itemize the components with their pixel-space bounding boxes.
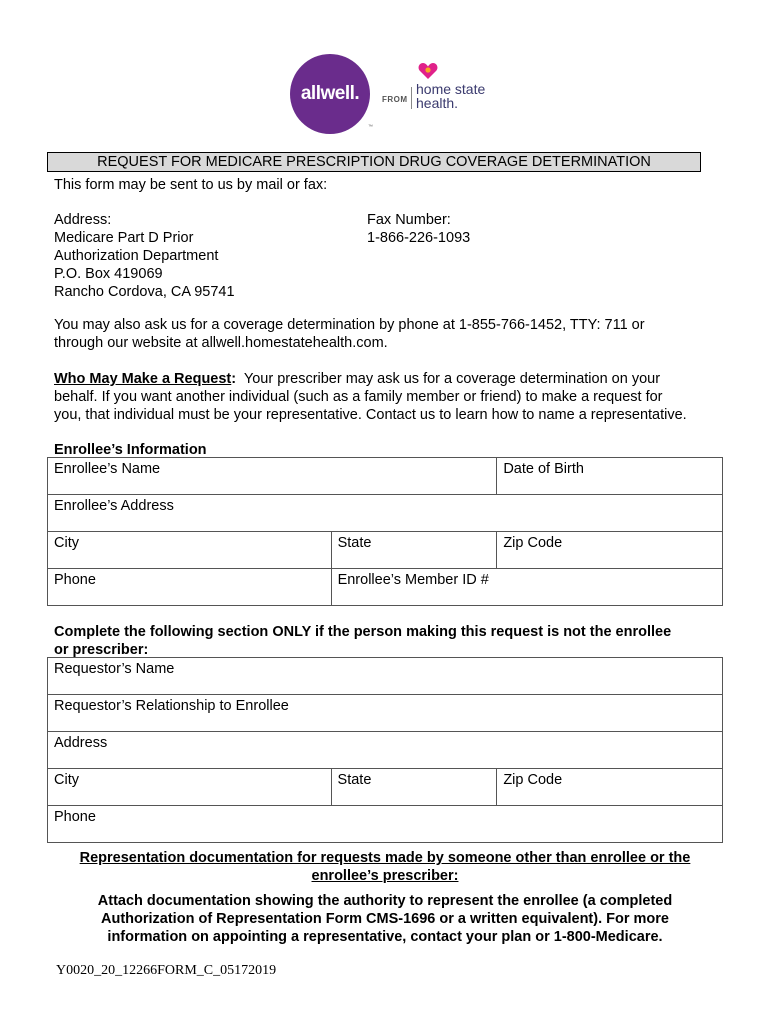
- enrollee-state-field[interactable]: [331, 532, 497, 569]
- enrollee-phone-field[interactable]: [48, 569, 332, 606]
- phone-paragraph-line-2: through our website at allwell.homestatehealth.com.: [54, 335, 388, 351]
- fax-label: Fax Number:: [367, 212, 451, 228]
- requestor-relationship-label: Requestor’s Relationship to Enrollee: [54, 698, 289, 714]
- intro-text: This form may be sent to us by mail or fax:: [54, 177, 328, 193]
- requestor-state-label: State: [337, 772, 372, 788]
- requestor-zip-field[interactable]: [497, 769, 723, 806]
- who-may-text-1: Your prescriber may ask us for a coverage determination on your: [236, 371, 661, 387]
- enrollee-table: [47, 457, 723, 606]
- trademark-mark: ™: [368, 124, 373, 130]
- enrollee-name-field[interactable]: [48, 458, 497, 495]
- fax-number: 1-866-226-1093: [367, 230, 471, 246]
- representation-body-line-3: information on appointing a representative, contact your plan or 1-800-Medicare.: [107, 929, 663, 945]
- requestor-address-field[interactable]: [48, 732, 723, 769]
- requestor-city-field[interactable]: [48, 769, 332, 806]
- phone-paragraph-line-1: You may also ask us for a coverage determination by phone at 1-855-766-1452, TTY: 711 or: [54, 317, 645, 333]
- who-may-line-1: [54, 370, 660, 388]
- form-title: REQUEST FOR MEDICARE PRESCRIPTION DRUG COVERAGE DETERMINATION: [47, 152, 701, 172]
- who-may-heading: Who May Make a Request: [54, 371, 232, 387]
- enrollee-address-label: Enrollee’s Address: [54, 498, 174, 514]
- requestor-name-label: Requestor’s Name: [54, 661, 175, 677]
- enrollee-heading: Enrollee’s Information: [54, 442, 207, 458]
- partner-logo-line1: home state: [416, 81, 486, 97]
- representation-heading-line-2: enrollee’s prescriber:: [311, 868, 459, 884]
- requestor-city-label: City: [54, 772, 79, 788]
- who-may-colon: :: [231, 371, 237, 387]
- address-line-2: Authorization Department: [54, 248, 219, 264]
- requestor-heading-line-1: Complete the following section ONLY if the person making this request is not the enrollee: [54, 624, 672, 640]
- requestor-relationship-field[interactable]: [48, 695, 723, 732]
- allwell-logo: [290, 54, 370, 134]
- enrollee-dob-field[interactable]: [497, 458, 723, 495]
- enrollee-zip-label: Zip Code: [503, 535, 563, 551]
- requestor-phone-label: Phone: [54, 809, 96, 825]
- logo-divider: [411, 87, 412, 109]
- partner-logo-line2: health.: [416, 95, 459, 111]
- from-label: FROM: [382, 95, 408, 104]
- requestor-address-label: Address: [54, 735, 108, 751]
- enrollee-name-label: Enrollee’s Name: [54, 461, 161, 477]
- requestor-heading-line-2: or prescriber:: [54, 642, 149, 658]
- requestor-phone-field[interactable]: [48, 806, 723, 843]
- enrollee-member-id-field[interactable]: [331, 569, 722, 606]
- address-line-3: P.O. Box 419069: [54, 266, 163, 282]
- enrollee-state-label: State: [337, 535, 372, 551]
- enrollee-zip-field[interactable]: [497, 532, 723, 569]
- form-id-footer: Y0020_20_12266FORM_C_05172019: [56, 963, 277, 978]
- enrollee-city-label: City: [54, 535, 79, 551]
- representation-heading-line-1: Representation documentation for requests made by someone other than enrollee or the: [79, 850, 691, 866]
- enrollee-member-id-label: Enrollee’s Member ID #: [337, 572, 489, 588]
- representation-body-line-2: Authorization of Representation Form CMS-1696 or a written equivalent). For more: [101, 911, 669, 927]
- who-may-line-3: you, that individual must be your representative. Contact us to learn how to name a representative.: [54, 407, 687, 423]
- enrollee-address-field[interactable]: [48, 495, 723, 532]
- allwell-logo-text: allwell.: [300, 83, 360, 104]
- address-line-1: Medicare Part D Prior: [54, 230, 194, 246]
- who-may-line-2: behalf. If you want another individual (such as a family member or friend) to make a request for: [54, 389, 663, 405]
- address-line-4: Rancho Cordova, CA 95741: [54, 284, 235, 300]
- heart-icon: [418, 62, 438, 80]
- address-label: Address:: [54, 212, 112, 228]
- enrollee-dob-label: Date of Birth: [503, 461, 584, 477]
- enrollee-city-field[interactable]: [48, 532, 332, 569]
- requestor-state-field[interactable]: [331, 769, 497, 806]
- representation-body-line-1: Attach documentation showing the authority to represent the enrollee (a completed: [97, 893, 673, 909]
- requestor-name-field[interactable]: [48, 658, 723, 695]
- enrollee-phone-label: Phone: [54, 572, 96, 588]
- requestor-zip-label: Zip Code: [503, 772, 563, 788]
- requestor-table: [47, 657, 723, 843]
